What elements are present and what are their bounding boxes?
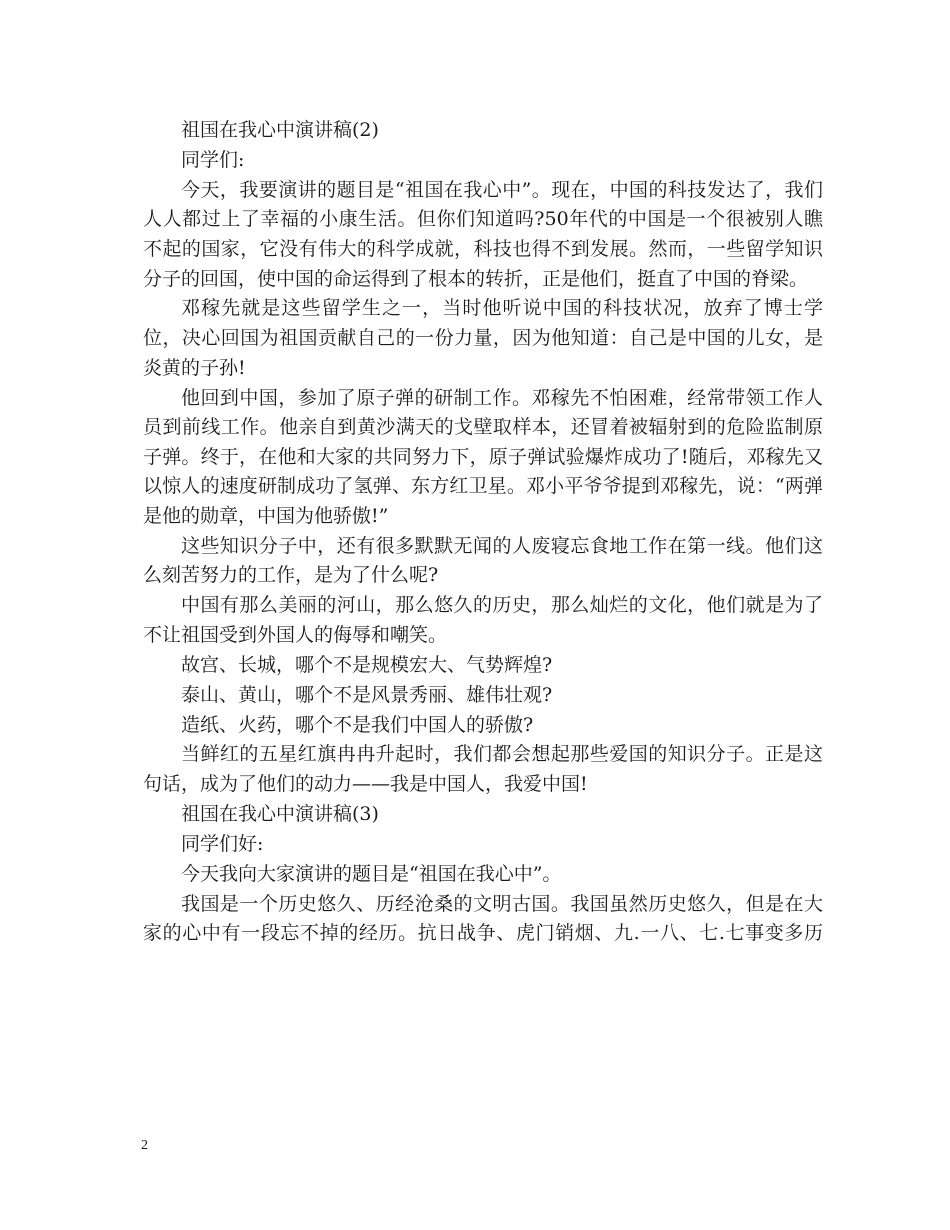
page-number: 2 bbox=[141, 1138, 148, 1153]
paragraph: 泰山、黄山，哪个不是风景秀丽、雄伟壮观? bbox=[181, 683, 553, 706]
paragraph-greeting: 同学们: bbox=[181, 148, 245, 171]
paragraph: 这些知识分子中，还有很多默默无闻的人废寝忘食地工作在第一线。他们这么刻苦努力的工作，是为了什么呢? bbox=[143, 534, 823, 587]
paragraph-greeting: 同学们好: bbox=[181, 832, 264, 855]
paragraph: 今天我向大家演讲的题目是“祖国在我心中”。 bbox=[181, 862, 562, 885]
paragraph: 邓稼先就是这些留学生之一，当时他听说中国的科技状况，放弃了博士学位，决心回国为祖国贡献自己的一份力量，因为他知道：自己是中国的儿女，是炎黄的子孙! bbox=[143, 297, 823, 379]
paragraph: 故宫、长城，哪个不是规模宏大、气势辉煌? bbox=[181, 653, 553, 676]
paragraph: 今天，我要演讲的题目是“祖国在我心中”。现在，中国的科技发达了，我们人人都过上了幸福的小康生活。但你们知道吗?50年代的中国是一个很被别人瞧不起的国家，它没有伟大的科学成就，科技也得不到发展。然而，一些留学知识分子的回国，使中国的命运得到了根本的转折，正是他们，挺直了中国的脊梁。 bbox=[143, 178, 823, 290]
paragraph: 他回到中国，参加了原子弹的研制工作。邓稼先不怕困难，经常带领工作人员到前线工作。他亲自到黄沙满天的戈壁取样本，还冒着被辐射到的危险监制原子弹。终于，在他和大家的共同努力下，原子弹试验爆炸成功了!随后，邓稼先又以惊人的速度研制成功了氢弹、东方红卫星。邓小平爷爷提到邓稼先，说：“两弹是他的勋章，中国为他骄傲!” bbox=[143, 386, 823, 527]
paragraph-title-2: 祖国在我心中演讲稿(2) bbox=[181, 119, 379, 141]
paragraph: 造纸、火药，哪个不是我们中国人的骄傲? bbox=[181, 713, 534, 736]
document-body bbox=[143, 116, 823, 949]
paragraph-title-3: 祖国在我心中演讲稿(3) bbox=[181, 802, 379, 825]
paragraph: 当鲜红的五星红旗冉冉升起时，我们都会想起那些爱国的知识分子。正是这句话，成为了他们的动力——我是中国人，我爱中国! bbox=[143, 743, 823, 796]
paragraph: 中国有那么美丽的河山，那么悠久的历史，那么灿烂的文化，他们就是为了不让祖国受到外国人的侮辱和嘲笑。 bbox=[143, 594, 823, 646]
paragraph: 我国是一个历史悠久、历经沧桑的文明古国。我国虽然历史悠久，但是在大家的心中有一段忘不掉的经历。抗日战争、虎门销烟、九.一八、七.七事变多历 bbox=[143, 892, 823, 945]
